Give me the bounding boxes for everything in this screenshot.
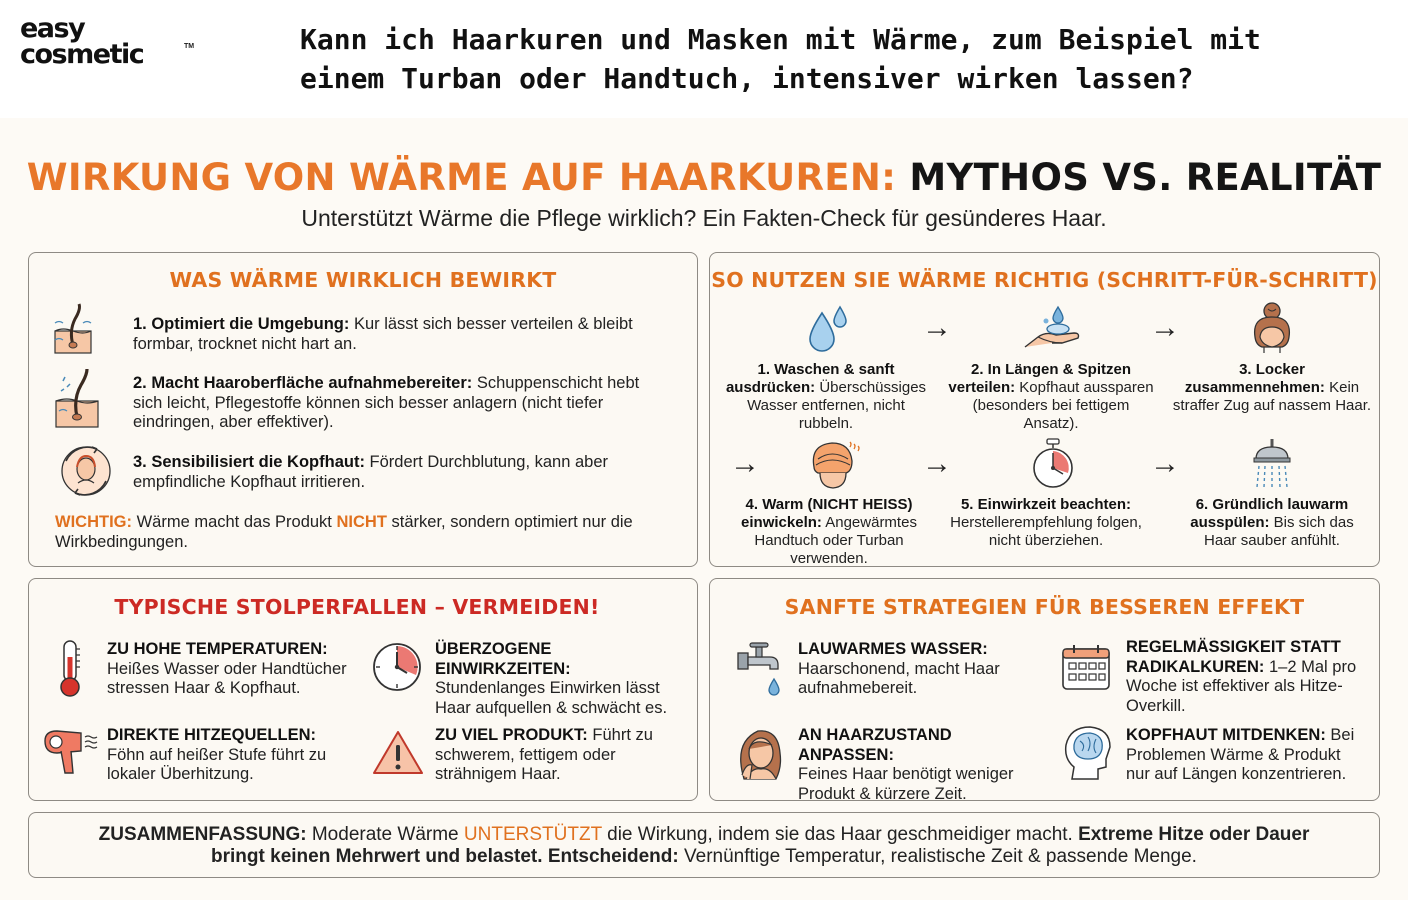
step-5: 5. Einwirkzeit beachten: Herstellerempfehlung folgen, nicht überziehen. (950, 496, 1142, 549)
hand-product-icon (1022, 303, 1084, 360)
strategies-title: SANFTE STRATEGIEN FÜR BESSEREN EFFEKT (784, 595, 1305, 619)
brand-logo: easy cosmetic TM (20, 13, 195, 70)
question-heading: Kann ich Haarkuren und Masken mit Wärme, zum Beispiel mit einem Turban oder Handtuch, intensiver wirken lassen? (300, 23, 1261, 95)
strategy-item-3: AN HAARZUSTAND ANPASSEN: Feines Haar benötigt weniger Produkt & kürzere Zeit. (798, 726, 1014, 803)
effects-title: WAS WÄRME WIRKLICH BEWIRKT (169, 268, 557, 292)
arrow-icon: → (730, 447, 760, 480)
effect-item-3: 3. Sensibilisiert die Kopfhaut: Fördert Durchblutung, kann aber empfindliche Kopfhaut irritieren. (133, 453, 609, 491)
pitfalls-title: TYPISCHE STOLPERFALLEN – VERMEIDEN! (114, 595, 600, 619)
woman-portrait-icon (734, 723, 786, 788)
warning-icon (371, 729, 425, 782)
steps-title: SO NUTZEN SIE WÄRME RICHTIG (SCHRITT-FÜR-SCHRITT) (711, 268, 1378, 292)
summary-text: ZUSAMMENFASSUNG: Moderate Wärme UNTERSTÜTZT die Wirkung, indem sie das Haar geschmeidiger macht. Extreme Hitze oder Dauer bringt keinen Mehrwert und belastet. Entscheidend: Vernünftige Temperatur, realistische Zeit & passende Menge. (98, 824, 1310, 867)
shower-icon (1246, 437, 1298, 496)
faucet-icon (734, 639, 786, 704)
arrow-icon: → (922, 447, 952, 480)
water-drops-icon (804, 303, 850, 360)
infographic-subtitle: Unterstützt Wärme die Pflege wirklich? Ein Fakten-Check für gesünderes Haar. (301, 205, 1107, 231)
hair-dryer-icon (41, 727, 101, 784)
head-brain-icon (1062, 723, 1114, 788)
step-2: 2. In Längen & Spitzen verteilen: Kopfhaut aussparen (besonders bei fettigem Ansatz). (948, 361, 1154, 432)
step-3: 3. Locker zusammennehmen: Kein straffer Zug auf nassem Haar. (1172, 361, 1372, 414)
arrow-icon: → (1150, 311, 1180, 344)
strategy-item-1: LAUWARMES WASSER: Haarschonend, macht Haar aufnahmebereit. (798, 640, 1000, 697)
strategy-item-2: REGELMÄSSIGKEIT STATT RADIKALKUREN: 1–2 Mal pro Woche ist effektiver als Hitze-Overkill. (1126, 638, 1357, 715)
title-orange: WIRKUNG VON WÄRME AUF HAARKUREN: (26, 156, 897, 199)
step-1: 1. Waschen & sanft ausdrücken: Überschüssiges Wasser entfernen, nicht rubbeln. (725, 361, 927, 432)
title-dark: MYTHOS VS. REALITÄT (909, 156, 1382, 199)
pitfall-item-4: ZU VIEL PRODUKT: Führt zu schwerem, fettigem oder strähnigem Haar. (435, 726, 653, 783)
calendar-icon (1060, 643, 1112, 698)
hair-bun-icon (1248, 301, 1296, 360)
towel-turban-icon (806, 437, 862, 496)
arrow-icon: → (1150, 447, 1180, 480)
effect-item-2: 2. Macht Haaroberfläche aufnahmebereiter: Schuppenschicht hebt sich leicht, Pflegestoffe können sich besser anlagern (nicht tiefer eindringen, aber effektiver). (133, 374, 640, 431)
timer-icon (1030, 437, 1076, 496)
step-4: 4. Warm (NICHT HEISS) einwickeln: Angewärmtes Handtuch oder Turban verwenden. (741, 496, 917, 567)
hair-cuticle-icon (53, 365, 103, 436)
effects-panel (28, 252, 698, 567)
effect-item-1: 1. Optimiert die Umgebung: Kur lässt sich besser verteilen & bleibt formbar, trocknet nicht hart an. (133, 315, 633, 353)
steps-panel (709, 252, 1380, 567)
step-6: 6. Gründlich lauwarm ausspülen: Bis sich das Haar sauber anfühlt. (1190, 496, 1354, 549)
infographic-title (0, 156, 1408, 199)
pitfall-item-2: ÜBERZOGENE EINWIRKZEITEN: Stundenlanges Einwirken lässt Haar aufquellen & schwächt es. (435, 640, 668, 717)
strategy-item-4: KOPFHAUT MITDENKEN: Bei Problemen Wärme & Produkt nur auf Längen konzentrieren. (1126, 726, 1355, 783)
clock-icon (371, 641, 423, 698)
strategies-panel (709, 578, 1380, 801)
pitfall-item-3: DIREKTE HITZEQUELLEN: Föhn auf heißer Stufe führt zu lokaler Überhitzung. (107, 726, 327, 783)
arrow-icon: → (922, 311, 952, 344)
pitfall-item-1: ZU HOHE TEMPERATUREN: Heißes Wasser oder Handtücher stressen Haar & Kopfhaut. (107, 640, 347, 697)
important-note: WICHTIG: Wärme macht das Produkt NICHT stärker, sondern optimiert nur die Wirkbedingungen. (55, 513, 633, 551)
pitfalls-panel (28, 578, 698, 801)
hair-follicle-icon (53, 301, 93, 364)
scalp-circulation-icon (57, 443, 115, 504)
summary-panel (28, 812, 1380, 878)
thermometer-icon (55, 639, 85, 704)
